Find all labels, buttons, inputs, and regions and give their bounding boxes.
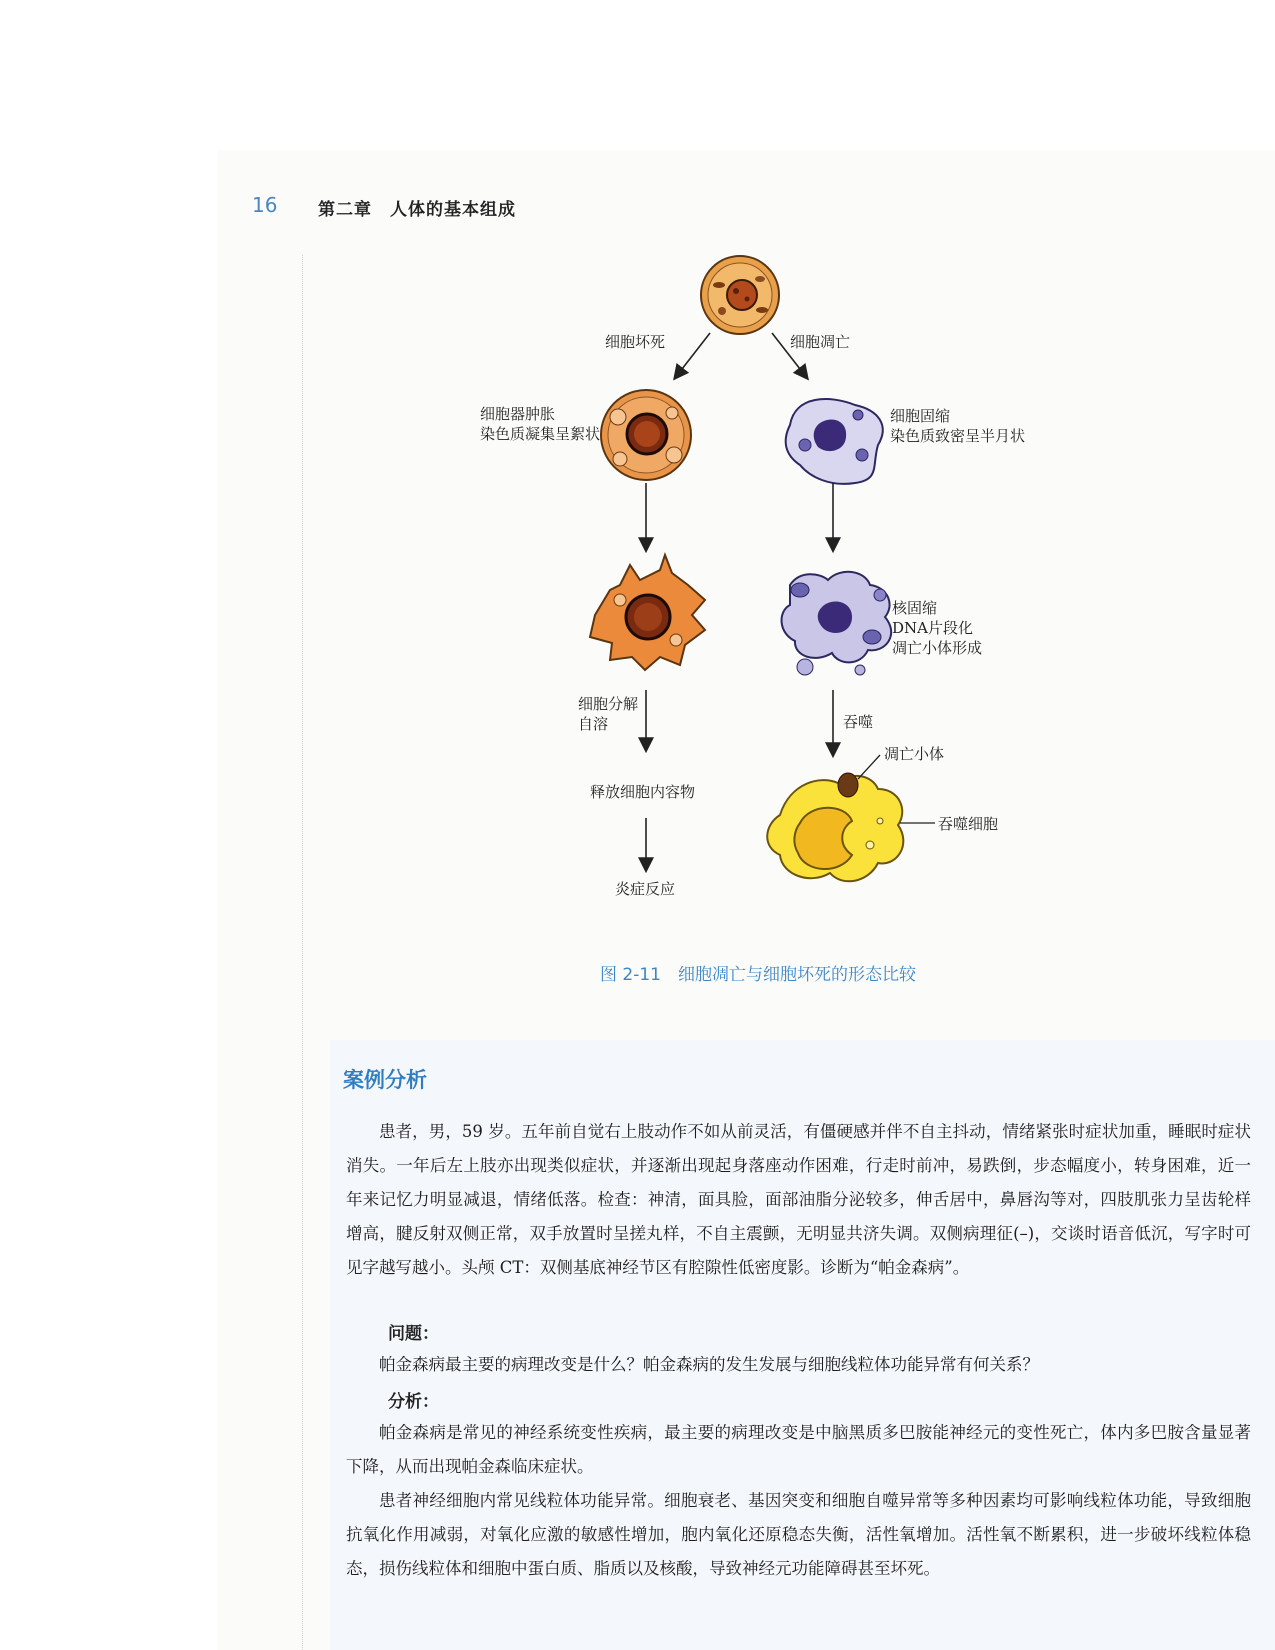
- ruptured-cell-illustration: [590, 555, 705, 670]
- leader-apoptotic-body: [858, 755, 880, 779]
- label-dna-fragmentation: DNA片段化: [892, 619, 973, 637]
- analysis-paragraph-1: 帕金森病是常见的神经系统变性疾病，最主要的病理改变是中脑黑质多巴胺能神经元的变性死亡，体内多巴胺含量显著下降，从而出现帕金森临床症状。: [346, 1423, 1251, 1476]
- question-label: 问题：: [388, 1324, 439, 1344]
- analysis-paragraph-2: 患者神经细胞内常见线粒体功能异常。细胞衰老、基因突变和细胞自噬异常等多种因素均可影响线粒体功能，导致细胞抗氧化作用减弱，对氧化应激的敏感性增加，胞内氧化还原稳态失衡，活性氧增加。活性氧不断累积，进一步破坏线粒体稳态，损伤线粒体和细胞中蛋白质、脂质以及核酸，导致神经元功能障碍甚至坏死。: [346, 1491, 1251, 1578]
- case-description: 患者，男，59 岁。五年前自觉右上肢动作不如从前灵活，有僵硬感并伴不自主抖动，情绪紧张时症状加重，睡眠时症状消失。一年后左上肢亦出现类似症状，并逐渐出现起身落座动作困难，行走时前冲，易跌倒，步态幅度小，转身困难，近一年来记忆力明显减退，情绪低落。检查：神清，面具脸，面部油脂分泌较多，伸舌居中，鼻唇沟等对，四肢肌张力呈齿轮样增高，腱反射双侧正常，双手放置时呈搓丸样，不自主震颤，无明显共济失调。双侧病理征(–)，交谈时语音低沉，写字时可见字越写越小。头颅 CT：双侧基底神经节区有腔隙性低密度影。诊断为“帕金森病”。: [346, 1122, 1251, 1277]
- case-analysis-heading: 案例分析: [343, 1068, 427, 1092]
- arrow-to-necrosis: [675, 333, 710, 378]
- question-text: 帕金森病最主要的病理改变是什么？帕金森病的发生发展与细胞线粒体功能异常有何关系？: [379, 1355, 1039, 1374]
- figure-illustration: [460, 255, 1120, 945]
- analysis-label: 分析：: [388, 1392, 439, 1412]
- figure-caption: 图 2-11 细胞凋亡与细胞坏死的形态比较: [600, 965, 916, 985]
- label-nuclear-pyknosis: 核固缩: [892, 599, 938, 617]
- label-chromatin-crescent: 染色质致密呈半月状: [890, 427, 1026, 445]
- shrunken-cell-illustration: [786, 399, 883, 484]
- label-chromatin-flocculent: 染色质凝集呈絮状: [480, 425, 601, 443]
- label-phagocyte: 吞噬细胞: [938, 815, 999, 833]
- chapter-title: 第二章 人体的基本组成: [318, 200, 516, 220]
- phagocyte-illustration: [767, 773, 903, 881]
- margin-rule: [302, 255, 303, 1650]
- label-apoptotic-body: 凋亡小体: [884, 745, 945, 763]
- page-number: 16: [252, 193, 278, 217]
- normal-cell-illustration: [701, 256, 779, 334]
- label-cell-shrinkage: 细胞固缩: [890, 407, 951, 425]
- swollen-cell-illustration: [601, 390, 691, 480]
- label-release-contents: 释放细胞内容物: [590, 783, 696, 801]
- label-phagocytosis: 吞噬: [843, 713, 874, 731]
- label-cell-lysis: 细胞分解: [578, 695, 639, 713]
- label-inflammation: 炎症反应: [615, 880, 676, 898]
- fragmenting-cell-illustration: [782, 572, 892, 675]
- label-apoptotic-body-formation: 凋亡小体形成: [892, 639, 983, 657]
- figure-cell-death-comparison: [460, 255, 1120, 945]
- label-organelle-swelling: 细胞器肿胀: [480, 405, 556, 423]
- label-apoptosis: 细胞凋亡: [790, 333, 851, 351]
- label-autolysis: 自溶: [578, 715, 609, 733]
- label-necrosis: 细胞坏死: [605, 333, 666, 351]
